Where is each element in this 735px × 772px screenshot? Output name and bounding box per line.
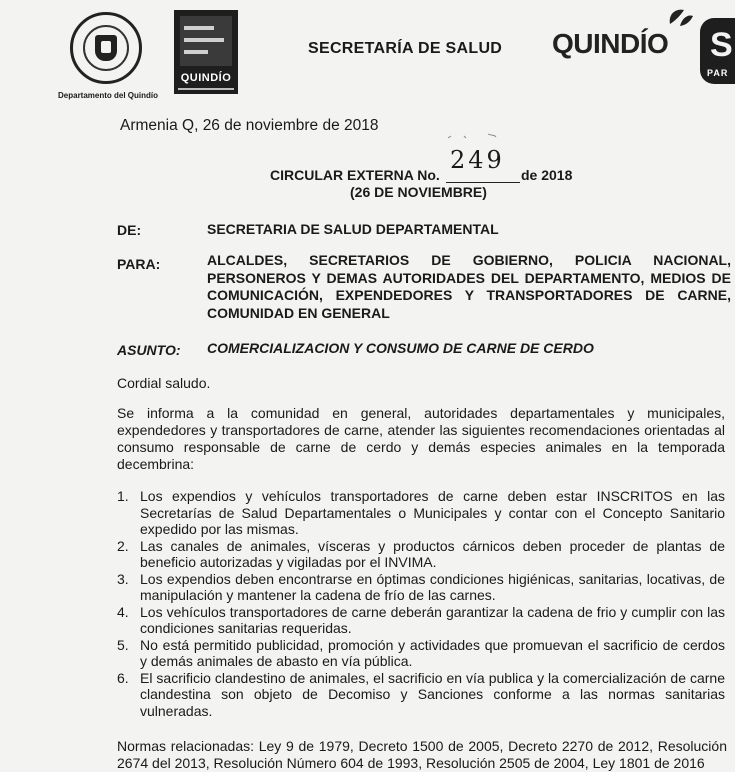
emblem-bar bbox=[184, 50, 208, 54]
related-norms: Normas relacionadas: Ley 9 de 1979, Decreto 1500 de 2005, Decreto 2270 de 2012, Resolución 2674 del 2013, Resolución Número 604 de 1993, Resolución 2505 de 2004, Ley 1801 de 2016 bbox=[117, 738, 727, 771]
secretaria-title: SECRETARÍA DE SALUD bbox=[308, 40, 503, 57]
list-text: Los expendios deben encontrarse en óptimas condiciones higiénicas, sanitarias, locativas, de manipulación y mantener la cadena de frío de las carnes. bbox=[140, 570, 725, 603]
leaf-icon bbox=[666, 6, 694, 28]
list-number: 2. bbox=[117, 537, 129, 554]
emblem-bar bbox=[184, 38, 224, 42]
list-item bbox=[117, 637, 725, 670]
shield-icon bbox=[95, 35, 117, 61]
list-item bbox=[117, 604, 725, 637]
list-text: Los expendios y vehículos transportadores de carne deben estar INSCRITOS en las Secretarías de Salud Departamentales o Municipales y contar con el Concepto Sanitario expedido por las mismas. bbox=[140, 488, 725, 537]
list-text: Las canales de animales, vísceras y productos cárnicos deben proceder de plantas de beneficio autorizadas y vigiladas por el INVIMA. bbox=[140, 537, 725, 570]
list-item bbox=[117, 670, 725, 720]
list-text: El sacrificio clandestino de animales, el sacrificio en vía publica y la comercialización de carne clandestina son objeto de Decomiso y Sanciones conforme a las normas sanitarias vulneradas. bbox=[140, 669, 725, 719]
list-item bbox=[117, 488, 725, 538]
number-underline bbox=[446, 182, 520, 183]
list-item bbox=[117, 571, 725, 604]
emblem-caption-line bbox=[178, 88, 234, 90]
list-text: Los vehículos transportadores de carne deberán garantizar la cadena de frio y cumplir con las condiciones sanitarias requeridas. bbox=[140, 603, 725, 636]
emblem-bar bbox=[184, 26, 214, 30]
circular-year: de 2018 bbox=[521, 167, 573, 183]
circular-number: 249 bbox=[450, 146, 505, 174]
stamp-marks bbox=[444, 130, 504, 144]
list-item bbox=[117, 538, 725, 571]
brand-letter: S bbox=[710, 26, 733, 64]
list-number: 6. bbox=[117, 669, 129, 686]
emblem-word: QUINDÍO bbox=[180, 72, 232, 84]
intro-paragraph: Se informa a la comunidad en general, autoridades departamentales y municipales, expendedores y transportadores de carne, atender las siguientes recomendaciones orientadas al consumo responsable de carne de cerdo y demás especies animales en la temporada decembrina: bbox=[117, 405, 725, 472]
circular-date: (26 DE NOVIEMBRE) bbox=[350, 184, 487, 200]
recommendations-list bbox=[117, 488, 725, 719]
department-seal-logo bbox=[70, 12, 142, 84]
para-value: ALCALDES, SECRETARIOS DE GOBIERNO, POLICIA NACIONAL, PERSONEROS Y DEMAS AUTORIDADES DEL DEPARTAMENTO, MEDIOS DE COMUNICACIÓN, EXPENDEDORES Y TRANSPORTADORES DE CARNE, COMUNIDAD EN GENERAL bbox=[207, 252, 731, 321]
list-number: 3. bbox=[117, 570, 129, 587]
department-caption: Departamento del Quindío bbox=[58, 91, 159, 100]
para-label: PARA: bbox=[117, 256, 161, 272]
de-label: DE: bbox=[117, 222, 142, 238]
list-text: No está permitido publicidad, promoción y actividades que promuevan el sacrificio de cerdos y demás animales de abasto en vía pública. bbox=[140, 636, 725, 669]
brand-sub: PAR bbox=[707, 68, 729, 78]
de-value: SECRETARIA DE SALUD DEPARTAMENTAL bbox=[207, 221, 499, 237]
asunto-value: COMERCIALIZACION Y CONSUMO DE CARNE DE CERDO bbox=[207, 340, 594, 356]
brand-wordmark: QUINDÍO bbox=[552, 28, 669, 59]
list-number: 1. bbox=[117, 488, 129, 504]
list-number: 4. bbox=[117, 603, 129, 620]
asunto-label: ASUNTO: bbox=[117, 342, 181, 358]
circular-label: CIRCULAR EXTERNA No. bbox=[270, 167, 440, 183]
list-number: 5. bbox=[117, 636, 129, 653]
quindio-emblem-logo bbox=[174, 10, 238, 94]
greeting: Cordial saludo. bbox=[117, 375, 211, 391]
date-line: Armenia Q, 26 de noviembre de 2018 bbox=[120, 117, 379, 134]
